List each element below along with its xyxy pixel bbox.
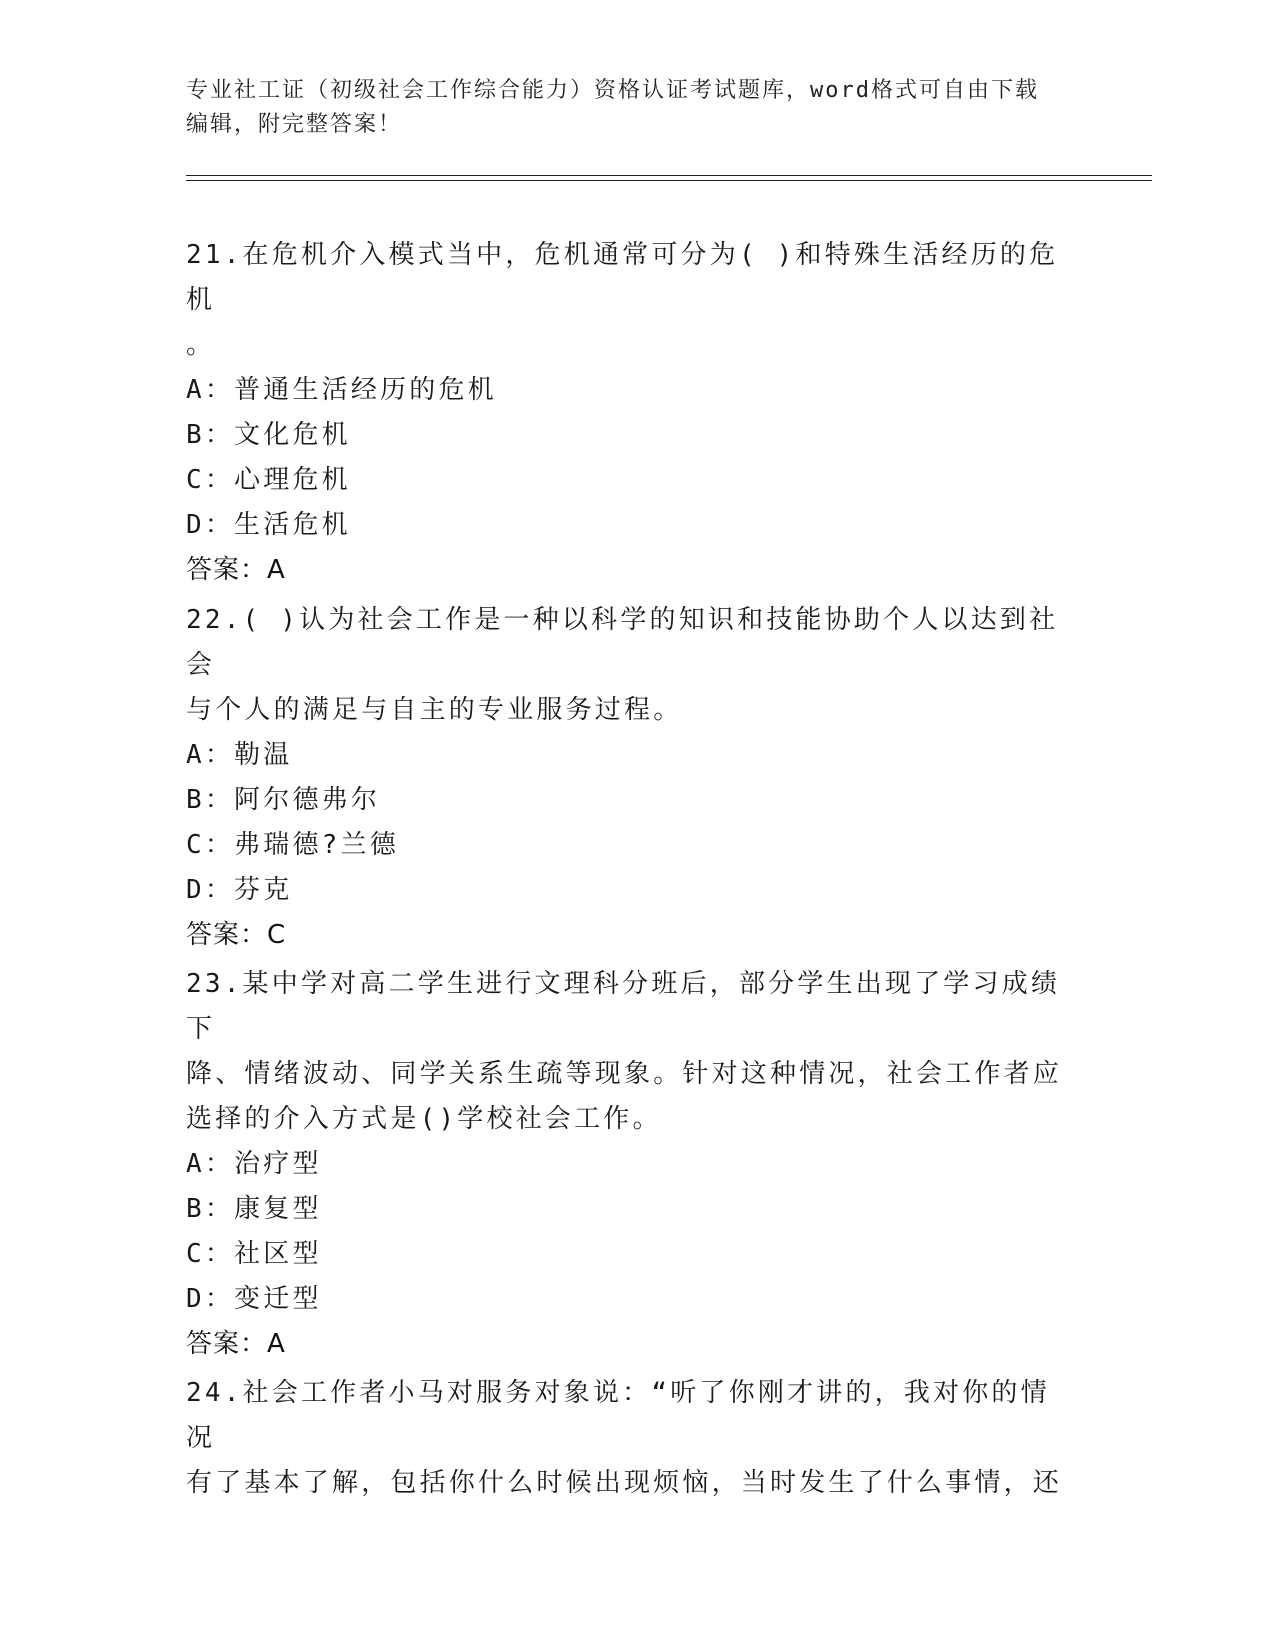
- header-line-1: 专业社工证（初级社会工作综合能力）资格认证考试题库，word格式可自由下载: [186, 78, 1039, 103]
- header-line-2: 编辑，附完整答案！: [186, 112, 403, 137]
- option-c: C：心理危机: [186, 465, 351, 495]
- option-d: D：芬克: [186, 875, 293, 905]
- header-divider-top: [186, 175, 1152, 176]
- answer-line: 答案：C: [186, 920, 287, 950]
- question-stem-line: 22.( )认为社会工作是一种以科学的知识和技能协助个人以达到社会: [186, 605, 1059, 680]
- question-stem-line: 21.在危机介入模式当中，危机通常可分为( )和特殊生活经历的危机: [186, 240, 1059, 315]
- question-stem-line: 有了基本了解，包括你什么时候出现烦恼，当时发生了什么事情，还: [186, 1468, 1063, 1498]
- answer-line: 答案：A: [186, 1329, 286, 1359]
- header-divider-bottom: [186, 180, 1152, 181]
- question-stem-line: 选择的介入方式是()学校社会工作。: [186, 1104, 662, 1134]
- question-stem-line: 。: [186, 330, 216, 360]
- option-c: C：社区型: [186, 1239, 322, 1269]
- answer-line: 答案：A: [186, 555, 286, 585]
- option-d: D：变迁型: [186, 1284, 322, 1314]
- question-24: [186, 1371, 1076, 1506]
- option-c: C：弗瑞德?兰德: [186, 830, 399, 860]
- question-stem-line: 降、情绪波动、同学关系生疏等现象。针对这种情况，社会工作者应: [186, 1059, 1063, 1089]
- option-b: B：文化危机: [186, 420, 351, 450]
- question-22: [186, 598, 1076, 958]
- option-b: B：阿尔德弗尔: [186, 785, 381, 815]
- question-stem-line: 24.社会工作者小马对服务对象说：“听了你刚才讲的，我对你的情况: [186, 1378, 1050, 1453]
- question-stem-line: 与个人的满足与自主的专业服务过程。: [186, 695, 683, 725]
- question-21: [186, 233, 1076, 593]
- option-a: A：普通生活经历的危机: [186, 375, 497, 405]
- document-header: [186, 74, 1066, 142]
- option-a: A：勒温: [186, 740, 293, 770]
- question-stem-line: 23.某中学对高二学生进行文理科分班后，部分学生出现了学习成绩下: [186, 969, 1061, 1044]
- question-23: [186, 962, 1076, 1367]
- option-b: B：康复型: [186, 1194, 322, 1224]
- option-d: D：生活危机: [186, 510, 351, 540]
- option-a: A：治疗型: [186, 1149, 322, 1179]
